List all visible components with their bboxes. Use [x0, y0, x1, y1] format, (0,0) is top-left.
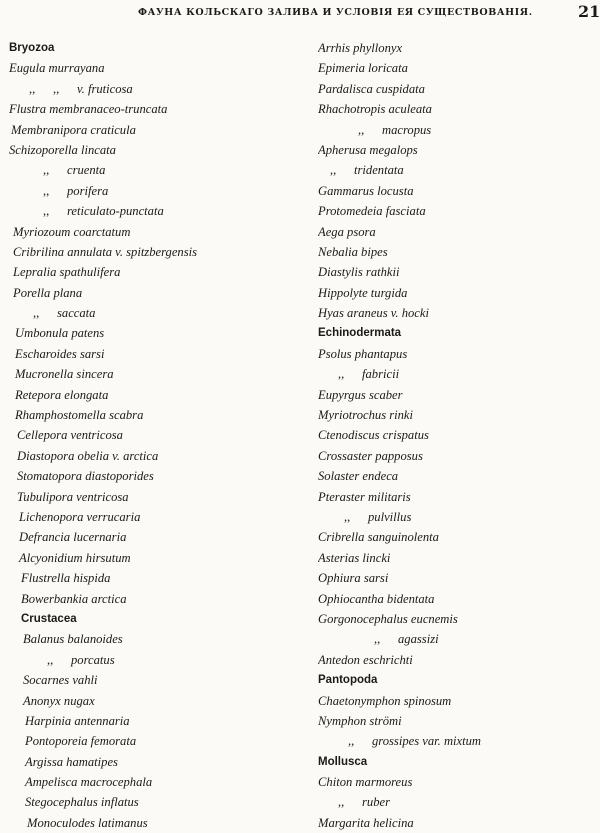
species-name: porcatus [71, 652, 115, 667]
species-name: Pteraster militaris [318, 489, 411, 504]
species-entry [9, 160, 309, 180]
taxon-group-heading [318, 752, 600, 772]
species-entry [318, 242, 600, 262]
species-entry [9, 507, 309, 527]
species-name: Eupyrgus scaber [318, 387, 403, 402]
species-entry [9, 548, 309, 568]
species-name: Nymphon strömi [318, 713, 402, 728]
species-entry [318, 58, 600, 78]
species-name: Hyas araneus v. hocki [318, 306, 429, 321]
species-entry [9, 283, 309, 303]
species-name: Anonyx nugax [23, 693, 95, 708]
species-name: Aega psora [318, 224, 376, 239]
species-entry [318, 79, 600, 99]
species-entry [9, 385, 309, 405]
species-entry [318, 425, 600, 445]
species-name: ruber [362, 795, 390, 810]
species-name: Harpinia antennaria [25, 713, 130, 728]
taxon-group-heading [9, 609, 309, 629]
species-name: porifera [67, 183, 109, 198]
species-entry [318, 650, 600, 670]
species-entry [9, 589, 309, 609]
species-name: Socarnes vahli [23, 673, 98, 688]
species-entry [9, 79, 309, 99]
species-name: Ampelisca macrocephala [25, 775, 153, 790]
species-name: Hippolyte turgida [318, 285, 408, 300]
species-entry [318, 140, 600, 160]
species-entry [9, 344, 309, 364]
species-name: Rhamphostomella scabra [15, 408, 144, 423]
species-name: Bowerbankia arctica [21, 591, 127, 606]
species-name: Lichenopora verrucaria [19, 509, 141, 524]
species-name: Protomedeia fasciata [318, 204, 426, 219]
species-name: Pontoporeia femorata [25, 734, 137, 749]
species-entry [9, 527, 309, 547]
heading-label: Bryozoa [9, 42, 55, 54]
ditto-mark: ,, [43, 183, 50, 198]
species-name: Retepora elongata [15, 387, 109, 402]
species-entry [9, 140, 309, 160]
species-name: Tubulipora ventricosa [17, 489, 129, 504]
species-entry [318, 548, 600, 568]
ditto-mark: ,, [43, 163, 50, 178]
species-name: Chaetonymphon spinosum [318, 693, 452, 708]
species-entry [318, 568, 600, 588]
species-name: Pardalisca cuspidata [318, 81, 425, 96]
ditto-mark: ,, [53, 81, 60, 96]
species-entry [9, 772, 309, 792]
species-entry [9, 670, 309, 690]
species-entry [318, 527, 600, 547]
species-entry [318, 609, 600, 629]
left-column [9, 38, 309, 833]
species-entry [318, 507, 600, 527]
species-name: Epimeria loricata [318, 61, 408, 76]
species-entry [9, 487, 309, 507]
species-entry [9, 99, 309, 119]
species-name: Antedon eschrichti [318, 652, 413, 667]
species-entry [318, 731, 600, 751]
species-name: Alcyonidium hirsutum [19, 550, 131, 565]
running-title: ФАУНА КОЛЬСКАГО ЗАЛИВА И УСЛОВІЯ ЕЯ СУЩЕСТВОВАНІЯ. [138, 7, 533, 18]
species-entry [9, 752, 309, 772]
species-entry [318, 446, 600, 466]
species-entry [9, 405, 309, 425]
species-entry [9, 425, 309, 445]
species-entry [9, 792, 309, 812]
species-entry [9, 303, 309, 323]
species-entry [9, 323, 309, 343]
species-name: Ophiocantha bidentata [318, 591, 435, 606]
species-name: agassizi [398, 632, 439, 647]
species-entry [318, 629, 600, 649]
species-name: Monoculodes latimanus [27, 815, 148, 830]
heading-label: Echinodermata [318, 327, 402, 340]
ditto-mark: ,, [338, 795, 345, 810]
species-entry [9, 691, 309, 711]
species-name: Rhachotropis aculeata [318, 102, 432, 117]
species-name: Nebalia bipes [318, 244, 388, 259]
species-entry [9, 181, 309, 201]
species-name: Diastopora obelia v. arctica [17, 448, 159, 463]
ditto-mark: ,, [338, 367, 345, 382]
species-entry [318, 262, 600, 282]
species-name: Asterias lincki [318, 550, 391, 565]
species-entry [9, 629, 309, 649]
species-entry [318, 303, 600, 323]
species-name: Flustra membranaceo-truncata [9, 102, 168, 117]
species-entry [9, 731, 309, 751]
species-entry [318, 385, 600, 405]
species-entry [9, 466, 309, 486]
ditto-mark: ,, [374, 632, 381, 647]
species-entry [9, 222, 309, 242]
species-name: Porella plana [13, 285, 83, 300]
heading-label: Mollusca [318, 755, 368, 768]
species-name: Diastylis rathkii [318, 265, 400, 280]
species-entry [9, 446, 309, 466]
species-entry [9, 120, 309, 140]
species-entry [318, 487, 600, 507]
species-name: Ctenodiscus crispatus [318, 428, 429, 443]
species-entry [9, 364, 309, 384]
species-entry [318, 38, 600, 58]
species-name: Flustrella hispida [21, 571, 111, 586]
species-name: tridentata [354, 163, 404, 178]
species-name: v. fruticosa [77, 81, 133, 96]
species-entry [9, 201, 309, 221]
species-entry [318, 99, 600, 119]
species-name: Cribrilina annulata v. spitzbergensis [13, 244, 198, 259]
species-name: Cribrella sanguinolenta [318, 530, 439, 545]
species-entry [318, 364, 600, 384]
species-entry [318, 405, 600, 425]
species-entry [9, 262, 309, 282]
species-entry [9, 568, 309, 588]
page-header [0, 4, 600, 26]
species-name: Stegocephalus inflatus [25, 795, 139, 810]
ditto-mark: ,, [358, 122, 365, 137]
species-entry [318, 120, 600, 140]
species-entry [318, 772, 600, 792]
species-name: Cellepora ventricosa [17, 428, 123, 443]
taxon-group-heading [9, 38, 309, 58]
ditto-mark: ,, [29, 81, 36, 96]
species-name: Chiton marmoreus [318, 775, 413, 790]
species-name: Margarita helicina [318, 815, 414, 830]
species-name: Myriotrochus rinki [318, 408, 414, 423]
heading-label: Pantopoda [318, 674, 378, 687]
species-entry [318, 222, 600, 242]
species-entry [318, 181, 600, 201]
species-name: Arrhis phyllonyx [318, 41, 403, 55]
page-number: 21 [578, 2, 600, 21]
ditto-mark: ,, [47, 652, 54, 667]
species-name: pulvillus [368, 509, 412, 524]
species-entry [318, 201, 600, 221]
species-entry [318, 344, 600, 364]
species-name: macropus [382, 122, 432, 137]
species-name: Psolus phantapus [318, 346, 408, 361]
species-name: Mucronella sincera [15, 367, 114, 382]
species-name: Stomatopora diastoporides [17, 469, 154, 484]
species-entry [9, 242, 309, 262]
ditto-mark: ,, [330, 163, 337, 178]
species-entry [318, 813, 600, 833]
species-entry [318, 283, 600, 303]
species-name: Lepralia spathulifera [13, 265, 121, 280]
species-entry [9, 813, 309, 833]
species-entry [318, 466, 600, 486]
species-entry [318, 711, 600, 731]
species-name: fabricii [362, 367, 400, 382]
species-name: Gorgonocephalus eucnemis [318, 611, 458, 626]
species-name: Defrancia lucernaria [19, 530, 127, 545]
species-name: Argissa hamatipes [25, 754, 118, 769]
right-column [318, 38, 600, 833]
ditto-mark: ,, [348, 734, 355, 749]
species-entry [9, 650, 309, 670]
species-name: cruenta [67, 163, 106, 178]
species-name: Schizoporella lincata [9, 142, 116, 157]
species-entry [9, 58, 309, 78]
species-name: Solaster endeca [318, 469, 399, 484]
species-name: grossipes var. mixtum [372, 734, 482, 749]
ditto-mark: ,, [344, 509, 351, 524]
species-name: Ophiura sarsi [318, 571, 389, 586]
species-name: Crossaster papposus [318, 448, 423, 463]
heading-label: Crustacea [21, 612, 77, 625]
taxon-group-heading [318, 670, 600, 690]
species-name: Gammarus locusta [318, 183, 414, 198]
ditto-mark: ,, [33, 306, 40, 321]
species-name: Umbonula patens [15, 326, 105, 341]
species-name: Balanus balanoides [23, 632, 123, 647]
species-name: Escharoides sarsi [15, 346, 105, 361]
ditto-mark: ,, [43, 204, 50, 219]
species-name: Apherusa megalops [318, 142, 418, 157]
species-entry [318, 792, 600, 812]
species-name: reticulato-punctata [67, 204, 164, 219]
species-name: Membranipora craticula [11, 122, 136, 137]
species-name: Myriozoum coarctatum [13, 224, 131, 239]
species-entry [318, 589, 600, 609]
species-entry [318, 691, 600, 711]
species-entry [9, 711, 309, 731]
taxon-group-heading [318, 323, 600, 343]
species-entry [318, 160, 600, 180]
species-name: Eugula murrayana [9, 61, 105, 76]
species-name: saccata [57, 306, 96, 321]
